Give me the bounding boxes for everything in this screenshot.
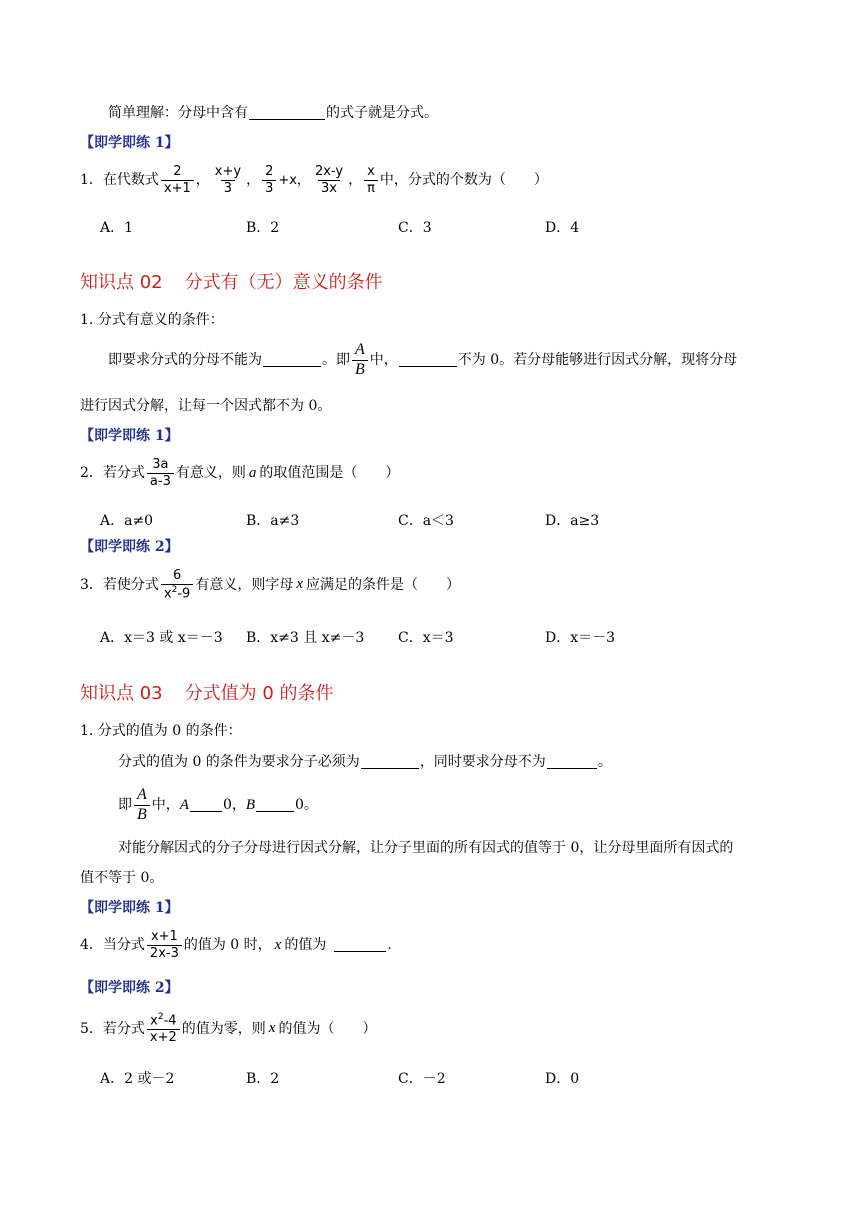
denominator: 2x-3 bbox=[147, 945, 182, 961]
section-heading bbox=[80, 685, 334, 703]
fraction bbox=[147, 1013, 180, 1045]
numerator: 3a bbox=[152, 457, 169, 472]
denominator: B bbox=[134, 805, 150, 824]
q2-number: 2．若分式 bbox=[80, 465, 145, 482]
variable: x bbox=[274, 936, 282, 953]
text: 有意义，则 bbox=[175, 465, 246, 482]
option-d[interactable]: D．a≥3 bbox=[545, 513, 600, 529]
numerator: 2x-y bbox=[314, 164, 344, 179]
text: 即要求分式的分母不能为 bbox=[108, 352, 262, 369]
numerator: 6 bbox=[172, 568, 182, 583]
numerator: x+y bbox=[214, 164, 242, 179]
text: 不为 0。若分母能够进行因式分解，现将分母 bbox=[457, 352, 738, 369]
fraction bbox=[161, 569, 193, 601]
option-b[interactable]: B．2 bbox=[246, 1071, 280, 1087]
practice-label: 【即学即练 2】 bbox=[80, 539, 179, 555]
intro-post: 的式子就是分式。 bbox=[326, 105, 438, 121]
section-number: 知识点 02 bbox=[80, 272, 163, 293]
text: . bbox=[387, 937, 392, 954]
denominator: 3 bbox=[221, 180, 235, 196]
text: 0， bbox=[222, 797, 246, 814]
option-d[interactable]: D．0 bbox=[545, 1071, 580, 1087]
option-c[interactable]: C．－2 bbox=[398, 1071, 446, 1087]
section-title: 分式值为 0 的条件 bbox=[184, 683, 334, 704]
denominator: 3x bbox=[318, 180, 340, 196]
text: 的值为零，则 bbox=[181, 1020, 266, 1037]
paragraph bbox=[108, 342, 737, 379]
answer-blank bbox=[399, 354, 457, 367]
option-c[interactable]: C．a＜3 bbox=[398, 513, 454, 529]
variable: x bbox=[268, 1020, 276, 1037]
fraction bbox=[134, 787, 150, 824]
numerator: x+1 bbox=[150, 929, 178, 944]
text: 分式的值为 0 的条件为要求分子必须为 bbox=[118, 754, 360, 770]
option-a[interactable]: A．a≠0 bbox=[100, 513, 154, 529]
option-d[interactable]: D．4 bbox=[545, 220, 580, 236]
practice-label: 【即学即练 1】 bbox=[80, 135, 179, 151]
intro-line bbox=[108, 106, 438, 120]
denominator: x+1 bbox=[161, 180, 194, 196]
q5-number: 5．若分式 bbox=[80, 1020, 145, 1037]
option-b[interactable]: B．x≠3 且 x≠－3 bbox=[246, 630, 365, 646]
separator: ， bbox=[246, 172, 261, 189]
rest: -4 bbox=[163, 1013, 177, 1029]
denominator bbox=[161, 584, 193, 601]
fraction bbox=[352, 342, 368, 379]
numerator: A bbox=[355, 341, 365, 358]
section-item: 1. 分式的值为 0 的条件： bbox=[80, 723, 242, 739]
denominator: x+2 bbox=[147, 1029, 180, 1045]
option-a[interactable]: A．1 bbox=[100, 220, 134, 236]
section-item: 1. 分式有意义的条件： bbox=[80, 312, 224, 328]
section-heading bbox=[80, 274, 383, 292]
fraction bbox=[364, 165, 378, 195]
base: x bbox=[163, 585, 172, 601]
text: 有意义，则字母 bbox=[195, 576, 294, 593]
question-2 bbox=[80, 458, 399, 488]
fraction bbox=[147, 458, 174, 488]
question-4 bbox=[80, 930, 392, 960]
q1-number: 1．在代数式 bbox=[80, 172, 159, 189]
paragraph-line: 进行因式分解，让每一个因式都不为 0。 bbox=[80, 398, 332, 414]
answer-blank bbox=[256, 799, 294, 812]
option-b[interactable]: B．2 bbox=[246, 220, 280, 236]
fraction bbox=[161, 165, 194, 195]
option-d[interactable]: D．x＝－3 bbox=[545, 630, 616, 646]
fraction bbox=[147, 930, 182, 960]
answer-blank bbox=[263, 354, 321, 367]
denominator: a-3 bbox=[147, 473, 174, 489]
fraction bbox=[312, 165, 346, 195]
variable: a bbox=[248, 464, 257, 481]
numerator: x bbox=[367, 164, 375, 179]
variable: A bbox=[179, 796, 189, 813]
text: 中， bbox=[151, 797, 180, 814]
text: 的值为（ ） bbox=[278, 1020, 377, 1037]
text: 的值为 bbox=[284, 937, 327, 954]
q4-number: 4．当分式 bbox=[80, 937, 145, 954]
option-a[interactable]: A．2 或－2 bbox=[100, 1071, 175, 1087]
text: 中， bbox=[369, 352, 398, 369]
numerator bbox=[147, 1013, 179, 1029]
practice-label: 【即学即练 2】 bbox=[80, 980, 179, 996]
answer-blank bbox=[190, 799, 222, 812]
text: 应满足的条件是（ ） bbox=[306, 576, 460, 593]
rest: -9 bbox=[177, 585, 191, 601]
q1-tail: 中，分式的个数为（ ） bbox=[379, 172, 548, 189]
denominator: B bbox=[352, 360, 368, 379]
expression-tail: +x， bbox=[278, 172, 310, 188]
section-number: 知识点 03 bbox=[80, 683, 163, 704]
fraction bbox=[212, 165, 244, 195]
text: ，同时要求分母不为 bbox=[419, 754, 546, 770]
option-c[interactable]: C．x＝3 bbox=[398, 630, 454, 646]
base: x bbox=[150, 1013, 158, 1029]
question-1 bbox=[80, 165, 548, 195]
text: 的取值范围是（ ） bbox=[259, 465, 400, 482]
numerator: 2 bbox=[173, 164, 182, 179]
answer-blank bbox=[361, 756, 419, 769]
fraction bbox=[262, 165, 276, 195]
exponent: 2 bbox=[171, 584, 178, 595]
text: 。即 bbox=[322, 352, 350, 369]
paragraph bbox=[118, 787, 318, 824]
paragraph bbox=[118, 755, 612, 769]
paragraph-line: 值不等于 0。 bbox=[80, 870, 164, 886]
denominator: 3 bbox=[262, 180, 276, 196]
question-3 bbox=[80, 569, 460, 601]
practice-label: 【即学即练 1】 bbox=[80, 900, 179, 916]
denominator: π bbox=[364, 180, 378, 196]
q3-number: 3．若使分式 bbox=[80, 576, 159, 593]
text: 0。 bbox=[295, 797, 318, 814]
numerator: 2 bbox=[265, 164, 274, 179]
option-b[interactable]: B．a≠3 bbox=[246, 513, 300, 529]
variable: B bbox=[245, 796, 256, 813]
numerator: A bbox=[137, 786, 147, 803]
question-5 bbox=[80, 1013, 376, 1045]
option-a[interactable]: A．x＝3 或 x＝－3 bbox=[100, 630, 223, 646]
answer-blank bbox=[547, 756, 597, 769]
exponent: 2 bbox=[157, 1012, 164, 1022]
separator: ， bbox=[195, 172, 210, 189]
answer-blank bbox=[249, 107, 325, 120]
answer-blank bbox=[334, 939, 386, 952]
separator: ， bbox=[348, 172, 363, 189]
option-c[interactable]: C．3 bbox=[398, 220, 432, 236]
intro-pre: 简单理解：分母中含有 bbox=[108, 105, 248, 121]
paragraph-line: 对能分解因式的分子分母进行因式分解，让分子里面的所有因式的值等于 0，让分母里面所有因式的 bbox=[118, 840, 734, 856]
practice-label: 【即学即练 1】 bbox=[80, 428, 179, 444]
text: 即 bbox=[118, 797, 132, 814]
section-title: 分式有（无）意义的条件 bbox=[184, 272, 383, 293]
text: 的值为 0 时， bbox=[183, 937, 272, 954]
variable: x bbox=[296, 576, 303, 593]
text: 。 bbox=[597, 754, 612, 770]
